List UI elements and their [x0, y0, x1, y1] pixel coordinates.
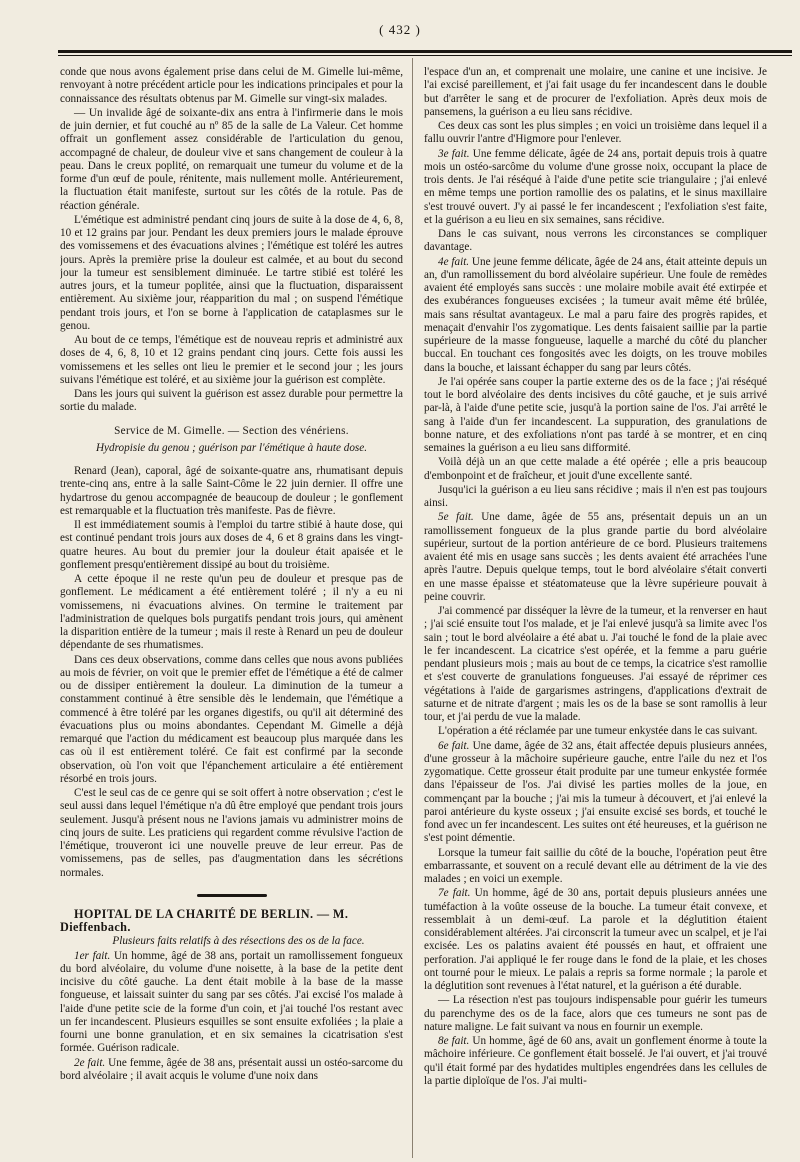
- case-label: 2e fait.: [74, 1056, 106, 1069]
- paragraph: conde que nous avons également prise dans celui de M. Gimelle lui-même, renvoyant à notre précédent article pour les indications principales et pour la connaissance des résultats obtenus par M. Gimelle sur vingt-six malades.: [60, 66, 403, 105]
- case-paragraph: [424, 887, 767, 993]
- paragraph: — La résection n'est pas toujours indispensable pour guérir les tumeurs du parenchyme des os de la face, alors que ces tumeurs ne sont pas de nature maligne. Le fait suivant va nous en fournir un exemple.: [424, 994, 767, 1033]
- case-text: Une femme délicate, âgée de 24 ans, portait depuis trois à quatre mois un ostéo-sarcôme du volume d'une grosse noix, occupant la place de trois dents. Je l'ai réséqué à l'aide d'une petite scie triangulaire ; j'ai enlevé en même temps une portion ramollie des os palatins, et le sinus maxillaire s'est trouvé ouvert. J'y ai passé le fer incandescent ; l'exfoliation s'est faite, et la guérison a eu lieu en six semaines, sans récidive.: [424, 147, 767, 226]
- right-column: [424, 66, 767, 1156]
- paragraph: Renard (Jean), caporal, âgé de soixante-quatre ans, rhumatisant depuis trente-cinq ans, entre à la salle Saint-Côme le 22 juin dernier. Il offre une hydartrose du genou accompagnée de beaucoup de douleur ; le gonflement est remarquable et la fluctuation très manifeste. Pas de fièvre.: [60, 465, 403, 517]
- case-text: Un homme, âgé de 30 ans, portait depuis plusieurs années une tuméfaction à la voûte osseuse de la bouche. La tumeur était convexe, et ressemblait à un demi-œuf. La parole et la déglutition étaient considérablement altérées. J'ai circonscrit la tumeur avec un scalpel, et je l'ai excisée. Les os palatins avaient été poussés en haut, et offraient une perforation. J'ai appliqué le fer rouge dans le fond de la plaie, et les choses ont tourné pour le mieux. Le palais a repris sa forme normale ; la parole et la déglutition sont revenues à l'état naturel, et la guérison a été durable.: [424, 887, 767, 992]
- paragraph: l'espace d'un an, et comprenait une molaire, une canine et une incisive. Je l'ai excisé pareillement, et j'ai fait usage du fer incandescent dans le double but d'arrêter le sang et de procurer de l'exfoliation. Après deux mois de pansemens, la guérison a eu lieu sans récidive.: [424, 66, 767, 118]
- case-text: Un homme, âgé de 38 ans, portait un ramollissement fongueux du bord alvéolaire, du volume d'une noisette, à la base de la petite dent incisive du côté gauche. La dent était mobile à la base de la masse fongueuse, et laissait suinter du sang par ses côtés. J'ai excisé l'os malade à l'aide d'une petite scie de la forme d'un coin, et j'ai touché l'os restant avec un fer incandescent. Plusieurs esquilles se sont ensuite exfoliées ; la plaie a fourni une bonne granulation, et en six semaines la cicatrisation s'est formée. Guérison radicale.: [60, 949, 403, 1055]
- section-subtitle: Hydropisie du genou ; guérison par l'émétique à haute dose.: [95, 441, 368, 454]
- case-text: Une dame, âgée de 32 ans, était affectée depuis plusieurs années, d'une grosseur à la mâchoire supérieure gauche, entre l'aile du nez et l'os zygomatique. Cette grosseur était produite par une tumeur enkystée formée dans l'épaisseur de l'os. J'ai divisé les parties molles de la joue, en commençant par la bouche ; j'ai mis la tumeur à découvert, et j'ai enlevé la paroi antérieure du kyste osseux ; j'ai ensuite excisé ses bords, et touché le fond avec un fer incandescent. Les suites ont été heureuses, et la guérison ne s'est point démentie.: [424, 739, 767, 845]
- header-rule: [58, 50, 792, 56]
- case-text: Un homme, âgé de 60 ans, avait un gonflement énorme à toute la mâchoire inférieure. Ce gonflement était bosselé. Je l'ai ouvert, et j'ai trouvé qu'il était formé par des hydatides multiples engendrées dans les cellules de la partie diploïque de l'os. J'ai multi-: [424, 1035, 767, 1087]
- ornament-divider: [60, 890, 403, 900]
- paragraph: Dans le cas suivant, nous verrons les circonstances se compliquer davantage.: [424, 228, 767, 254]
- left-column: [60, 66, 403, 1156]
- hospital-subtitle: Plusieurs faits relatifs à des résections des os de la face.: [112, 935, 365, 948]
- paragraph: Au bout de ce temps, l'émétique est de nouveau repris et administré aux doses de 4, 6, 8, 10 et 12 grains pendant cinq jours. Cette fois aussi les vomissemens et les selles ont lieu le premier et le second jour ; les jours suivans l'émétique est toléré, et au sixième jour la guérison est complète.: [60, 334, 403, 386]
- case-paragraph: [424, 740, 767, 846]
- case-paragraph: [424, 511, 767, 604]
- hospital-heading: HOPITAL DE LA CHARITÉ DE BERLIN. — M. Dieffenbach.: [60, 906, 349, 934]
- paragraph: Voilà déjà un an que cette malade a été opérée ; elle a pris beaucoup d'embonpoint et de fraîcheur, et jouit d'une excellente santé.: [424, 456, 767, 482]
- paragraph: Il est immédiatement soumis à l'emploi du tartre stibié à haute dose, qui est continué pendant trois jours aux doses de 4, 6 et 8 grains dans les vingt-quatre heures. Au bout du premier jour la douleur était apaisée et le gonflement presqu'entièrement dissipé au bout du troisième.: [60, 519, 403, 571]
- case-label: 3e fait.: [438, 147, 470, 160]
- paragraph: J'ai commencé par disséquer la lèvre de la tumeur, et la renverser en haut ; j'ai scié ensuite tout l'os malade, et je l'ai enlevé jusqu'à sa limite avec l'os sain ; tout le bord alvéolaire a été abat u. J'ai touché le fond de la plaie avec le fer incandescent. La cicatrice s'est opérée, et la femme a paru guérie pendant plusieurs mois ; mais au bout de ce temps, la cicatrice s'est ramollie et s'est couverte de granulations fongueuses. J'ai essayé de réprimer ces végétations à l'aide de gargarismes astringens, d'applications d'extrait de saturne et de nitrate d'argent ; mais les os de la base se sont ramollis à leur tour, et j'ai perdu de vue la malade.: [424, 605, 767, 723]
- case-paragraph: [60, 1057, 403, 1084]
- case-label: 6e fait.: [438, 739, 470, 752]
- page-number: ( 432 ): [379, 22, 421, 37]
- paragraph: Ces deux cas sont les plus simples ; en voici un troisième dans lequel il a fallu ouvrir l'antre d'Higmore pour l'enlever.: [424, 120, 767, 146]
- paragraph: Dans les jours qui suivent la guérison est assez durable pour permettre la sortie du malade.: [60, 388, 403, 414]
- paragraph: — Un invalide âgé de soixante-dix ans entra à l'infirmerie dans le mois de juin dernier, et fut couché au nº 85 de la salle de La Valeur. Cet homme offrait un gonflement assez considérable de l'articulation du genou, accompagné de chaleur, de douleur vive et sans changement de couleur à la peau. Dans le creux poplité, on remarquait une tumeur du volume et de la forme d'un œuf de poule, rénitente, mais nullement molle. Antérieurement, la fluctuation était manifeste, surtout sur les côtés de la rotule. Pas de réaction générale.: [60, 106, 403, 212]
- case-text: Une femme, âgée de 38 ans, présentait aussi un ostéo-sarcome du bord alvéolaire ; il avait acquis le volume d'une noix dans: [60, 1056, 403, 1082]
- paragraph: Lorsque la tumeur fait saillie du côté de la bouche, l'opération peut être embarrassante, et souvent on a reculé devant elle au détriment de la vie des malades ; en voici un exemple.: [424, 846, 767, 885]
- case-label: 1er fait.: [74, 949, 111, 962]
- paragraph: A cette époque il ne reste qu'un peu de douleur et presque pas de gonflement. Le médicament a été entièrement toléré ; il n'y a eu ni vomissemens, ni évacuations alvines. On termine le traitement par l'administration de quelques bols purgatifs pendant trois jours, qui amènent la disparition entière de la tumeur ; mais il reste à Renard un peu de douleur dépendante de ses rhumatismes.: [60, 573, 403, 652]
- case-paragraph: [60, 950, 403, 1056]
- paragraph: Je l'ai opérée sans couper la partie externe des os de la face ; j'ai réséqué tout le bord alvéolaire des dents incisives du côté gauche, et je suis arrivé par-là, à l'aide d'une petite scie, jusqu'à la portion saine de l'os. J'ai arrêté le sang à l'aide d'un fer incandescent. La suppuration, des granulations de bonne nature, et des exfoliations n'ont pas tardé à se montrer, et en cinq semaines la guérison a eu lieu sans difformité.: [424, 375, 767, 454]
- paragraph: L'opération a été réclamée par une tumeur enkystée dans le cas suivant.: [438, 725, 758, 738]
- case-paragraph: [424, 148, 767, 228]
- paragraph: L'émétique est administré pendant cinq jours de suite à la dose de 4, 6, 8, 10 et 12 grains par jour. Pendant les deux premiers jours le malade éprouve des vomissemens et des évacuations alvines ; l'émétique est toléré les autres jours. Après la première prise la douleur est calmée, et au bout du second jour la tumeur est sensiblement diminuée. Le tartre stibié est toléré les autres jours, et la tumeur poplitée, ainsi que la fluctuation, disparaissent entièrement. Au sixième jour, réapparition du mal ; on suspend l'émétique pendant trois jours, et l'on se borne à l'application de cataplasmes sur le genou.: [60, 213, 403, 332]
- paragraph: Dans ces deux observations, comme dans celles que nous avons publiées au mois de février, on voit que le premier effet de l'émétique a été de calmer ou de dissiper entièrement la douleur. La diminution de la tumeur a constamment continué à être sensible dès le lendemain, que l'émétique a commencé à être toléré par les organes digestifs, ou qu'il ait déterminé des évacuations plus ou moins abondantes. Cependant M. Gimelle a déjà remarqué que l'action du médicament est beaucoup plus marquée dans les cas où il est entièrement toléré. Ce fait est confirmé par la seconde observation, où l'on voit que l'épanchement articulaire a été entièrement résorbé en trois jours.: [60, 653, 403, 785]
- column-divider: [412, 58, 413, 1158]
- case-label: 5e fait.: [438, 511, 474, 524]
- case-text: Une jeune femme délicate, âgée de 24 ans, était atteinte depuis un an, d'un ramollissement du bord alvéolaire supérieur. Une foule de remèdes avaient été employés sans succès : une molaire mobile avait été extirpée et des exubérances fongueuses excisées ; la tumeur avait même été brûlée, mais sans résultat avantageux. Le mal a paru faire des progrès rapides, et menaçait d'envahir l'os zygomatique. Les dents faisaient saillie par la partie supérieure de la masse fongueuse, laquelle a marché du côté du plancher buccal. En touchant ces fongosités avec les doigts, on les trouve mobiles dans la bouche, et laissant échapper du sang par leurs côtés.: [424, 255, 767, 374]
- section-heading: Service de M. Gimelle. — Section des vénériens.: [114, 424, 349, 437]
- case-label: 4e fait.: [438, 255, 470, 268]
- case-paragraph: [424, 256, 767, 375]
- case-paragraph: [424, 1035, 767, 1088]
- case-text: Une dame, âgée de 55 ans, présentait depuis un an un ramollissement fongueux de la plus grande partie du bord alvéolaire supérieur, surtout de la portion antérieure de ce bord. Plusieurs traitemens avaient été mis en usage sans succès ; les dents avaient été arrachées l'une après l'autre. Depuis quelque temps, tout le bord alvéolaire s'était converti en une masse épaisse et stéatomateuse que la lèvre supérieure pouvait à peine couvrir.: [424, 511, 767, 603]
- paragraph: C'est le seul cas de ce genre qui se soit offert à notre observation ; c'est le seul aussi dans lequel l'émétique n'a dû être employé que pendant trois jours seulement. Jusqu'à présent nous ne l'avions jamais vu administrer moins de cinq jours de suite. Les praticiens qui regardent comme révulsive l'action de l'émétique, trouveront ici une nouvelle preuve de leur erreur. Pas de vomissemens, pas de selles, pas d'augmentation dans les sécrétions normales.: [60, 787, 403, 879]
- paragraph: Jusqu'ici la guérison a eu lieu sans récidive ; mais il n'en est pas toujours ainsi.: [424, 483, 767, 509]
- case-label: 8e fait.: [438, 1035, 470, 1047]
- case-label: 7e fait.: [438, 887, 471, 900]
